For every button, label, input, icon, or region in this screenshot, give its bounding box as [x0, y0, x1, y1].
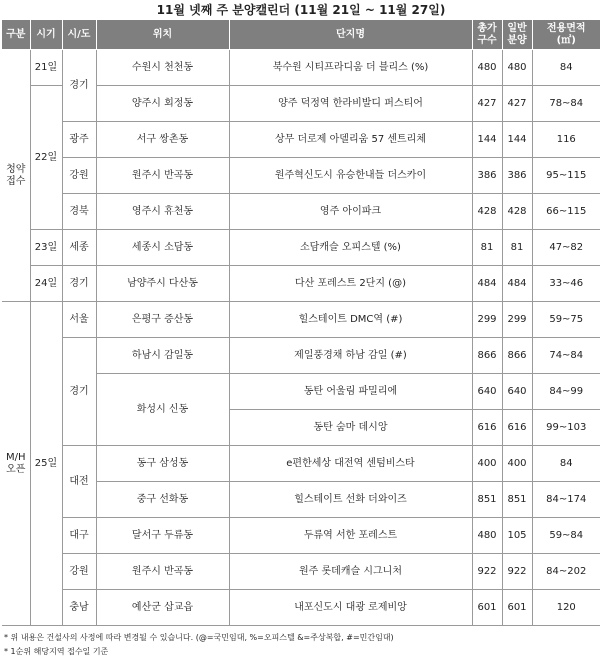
area-cell: 84: [532, 446, 600, 482]
timing-cell: 21일: [30, 50, 62, 86]
footnote-legend: * 위 내용은 건설사의 사정에 따라 변경될 수 있습니다. (@=국민임대, %=오피스텔 &=주상복합, #=민간임대): [4, 633, 394, 642]
total-units-cell: 866: [472, 338, 502, 374]
general-sale-cell: 427: [502, 86, 532, 122]
total-units-cell: 484: [472, 266, 502, 302]
general-sale-cell: 640: [502, 374, 532, 410]
general-sale-cell: 616: [502, 410, 532, 446]
total-units-cell: 386: [472, 158, 502, 194]
location-cell: 서구 쌍촌동: [96, 122, 229, 158]
footnote-basis: * 1순위 해당지역 접수일 기준: [4, 647, 109, 656]
general-sale-cell: 105: [502, 518, 532, 554]
area-cell: 84~202: [532, 554, 600, 590]
header-province: 시/도: [62, 20, 96, 50]
total-units-cell: 640: [472, 374, 502, 410]
complex-cell: e편한세상 대전역 센텀비스타: [229, 446, 472, 482]
province-cell: 서울: [62, 302, 96, 338]
table-row: [2, 554, 600, 590]
location-cell: 수원시 천천동: [96, 50, 229, 86]
location-cell: 원주시 반곡동: [96, 554, 229, 590]
general-sale-cell: 81: [502, 230, 532, 266]
location-cell: 달서구 두류동: [96, 518, 229, 554]
table-row: [2, 518, 600, 554]
general-sale-cell: 866: [502, 338, 532, 374]
header-location: 위치: [96, 20, 229, 50]
timing-cell: 22일: [30, 86, 62, 230]
province-cell: 경기: [62, 266, 96, 302]
complex-cell: 원주혁신도시 유승한내들 더스카이: [229, 158, 472, 194]
location-cell: 하남시 감일동: [96, 338, 229, 374]
area-cell: 78~84: [532, 86, 600, 122]
complex-cell: 두류역 서한 포레스트: [229, 518, 472, 554]
location-cell: 중구 선화동: [96, 482, 229, 518]
table-row: [2, 338, 600, 374]
table-row: [2, 50, 600, 86]
general-sale-cell: 480: [502, 50, 532, 86]
header-total-units: 총가 구수: [472, 20, 502, 50]
area-cell: 47~82: [532, 230, 600, 266]
area-cell: 95~115: [532, 158, 600, 194]
area-cell: 116: [532, 122, 600, 158]
area-cell: 33~46: [532, 266, 600, 302]
area-cell: 120: [532, 590, 600, 626]
schedule-table: [2, 19, 600, 626]
complex-cell: 상무 더로제 아델리움 57 센트리체: [229, 122, 472, 158]
complex-cell: 동탄 어울림 파밀리에: [229, 374, 472, 410]
header-timing: 시기: [30, 20, 62, 50]
header-row: [2, 20, 600, 50]
area-cell: 66~115: [532, 194, 600, 230]
area-cell: 84: [532, 50, 600, 86]
area-cell: 59~84: [532, 518, 600, 554]
calendar-title: 11월 넷째 주 분양캘린더 (11월 21일 ~ 11월 27일): [156, 3, 446, 17]
province-cell: 세종: [62, 230, 96, 266]
header-category: 구분: [2, 20, 30, 50]
total-units-cell: 480: [472, 518, 502, 554]
province-cell: 경북: [62, 194, 96, 230]
table-row: [2, 122, 600, 158]
timing-cell: 25일: [30, 302, 62, 626]
complex-cell: 영주 아이파크: [229, 194, 472, 230]
total-units-cell: 81: [472, 230, 502, 266]
total-units-cell: 601: [472, 590, 502, 626]
total-units-cell: 851: [472, 482, 502, 518]
table-row: [2, 266, 600, 302]
location-cell: 남양주시 다산동: [96, 266, 229, 302]
timing-cell: 23일: [30, 230, 62, 266]
location-cell: 양주시 회정동: [96, 86, 229, 122]
complex-cell: 제일풍경채 하남 감일 (#): [229, 338, 472, 374]
general-sale-cell: 400: [502, 446, 532, 482]
province-cell: 광주: [62, 122, 96, 158]
complex-cell: 원주 롯데캐슬 시그니처: [229, 554, 472, 590]
complex-cell: 동탄 숨마 데시앙: [229, 410, 472, 446]
table-row: [2, 158, 600, 194]
complex-cell: 다산 포레스트 2단지 (@): [229, 266, 472, 302]
location-cell: 동구 삼성동: [96, 446, 229, 482]
province-cell: 강원: [62, 554, 96, 590]
area-cell: 59~75: [532, 302, 600, 338]
header-complex: 단지명: [229, 20, 472, 50]
province-cell: 경기: [62, 338, 96, 446]
table-row: [2, 194, 600, 230]
location-cell: 은평구 증산동: [96, 302, 229, 338]
total-units-cell: 616: [472, 410, 502, 446]
table-row: [2, 446, 600, 482]
category-model-house: M/H 오픈: [2, 302, 30, 626]
total-units-cell: 427: [472, 86, 502, 122]
complex-cell: 내포신도시 대광 로제비앙: [229, 590, 472, 626]
total-units-cell: 922: [472, 554, 502, 590]
general-sale-cell: 922: [502, 554, 532, 590]
complex-cell: 소담캐슬 오피스텔 (%): [229, 230, 472, 266]
province-cell: 충남: [62, 590, 96, 626]
general-sale-cell: 386: [502, 158, 532, 194]
table-row: [2, 230, 600, 266]
complex-cell: 양주 덕정역 한라비발디 퍼스티어: [229, 86, 472, 122]
province-cell: 대전: [62, 446, 96, 518]
complex-cell: 북수원 시티프라디움 더 블리스 (%): [229, 50, 472, 86]
header-area: 전용면적 (㎡): [532, 20, 600, 50]
table-row: [2, 302, 600, 338]
area-cell: 99~103: [532, 410, 600, 446]
complex-cell: 힐스테이트 DMC역 (#): [229, 302, 472, 338]
total-units-cell: 428: [472, 194, 502, 230]
province-cell: 경기: [62, 50, 96, 122]
timing-cell: 24일: [30, 266, 62, 302]
area-cell: 84~174: [532, 482, 600, 518]
location-cell: 영주시 휴천동: [96, 194, 229, 230]
complex-cell: 힐스테이트 선화 더와이즈: [229, 482, 472, 518]
province-cell: 대구: [62, 518, 96, 554]
general-sale-cell: 601: [502, 590, 532, 626]
total-units-cell: 144: [472, 122, 502, 158]
total-units-cell: 400: [472, 446, 502, 482]
location-cell: 화성시 신동: [96, 374, 229, 446]
general-sale-cell: 299: [502, 302, 532, 338]
province-cell: 강원: [62, 158, 96, 194]
table-row: [2, 590, 600, 626]
location-cell: 원주시 반곡동: [96, 158, 229, 194]
general-sale-cell: 851: [502, 482, 532, 518]
area-cell: 84~99: [532, 374, 600, 410]
header-general-sale: 일반 분양: [502, 20, 532, 50]
footnotes: [4, 631, 602, 659]
location-cell: 세종시 소담동: [96, 230, 229, 266]
location-cell: 예산군 삽교읍: [96, 590, 229, 626]
general-sale-cell: 484: [502, 266, 532, 302]
general-sale-cell: 144: [502, 122, 532, 158]
general-sale-cell: 428: [502, 194, 532, 230]
area-cell: 74~84: [532, 338, 600, 374]
category-subscription: 청약 접수: [2, 50, 30, 302]
total-units-cell: 299: [472, 302, 502, 338]
total-units-cell: 480: [472, 50, 502, 86]
